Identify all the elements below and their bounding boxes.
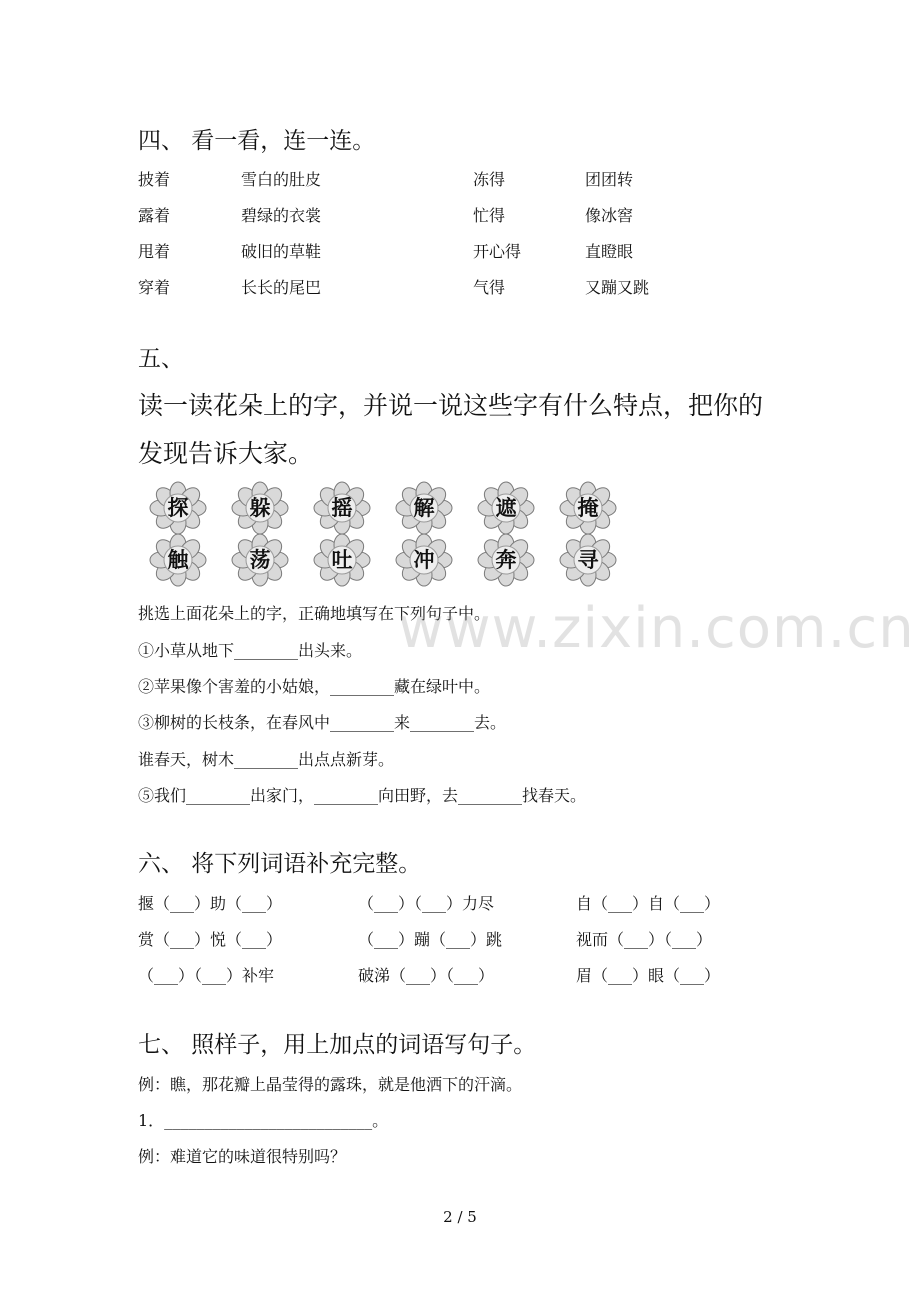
fill-sentence-2: ②苹果像个害羞的小姑娘，________藏在绿叶中。 <box>138 677 491 696</box>
match-right-phrase-3: 直瞪眼 <box>585 242 634 261</box>
fill-sentence-3: ③柳树的长枝条，在春风中________来________去。 <box>138 713 507 732</box>
flower-icon <box>228 530 292 590</box>
section-5-instruction-line-2: 发现告诉大家。 <box>138 439 314 468</box>
flower-char: 掩 <box>577 496 599 520</box>
section-5-title: 五、 <box>138 346 184 372</box>
flower-icon <box>146 478 210 538</box>
flower-icon <box>556 478 620 538</box>
match-left-1: 披着 <box>138 170 171 189</box>
fill-sentence-4: 谁春天，树木________出点点新芽。 <box>138 750 395 769</box>
match-left-phrase-4: 长长的尾巴 <box>241 278 322 297</box>
idiom-item: （___）（___）补牢 <box>138 966 275 985</box>
flower-icon <box>556 530 620 590</box>
match-left-2: 露着 <box>138 206 171 225</box>
idiom-item: 自（___）自（___） <box>576 894 721 913</box>
flower-char: 躲 <box>249 496 271 520</box>
flower-icon <box>392 530 456 590</box>
flower-characters <box>138 478 638 590</box>
flower-icon <box>474 478 538 538</box>
idiom-item: 破涕（___）（___） <box>358 966 495 985</box>
flower-char: 冲 <box>413 548 435 572</box>
fill-sentence-1: ①小草从地下________出头来。 <box>138 641 363 660</box>
match-left-phrase-3: 破旧的草鞋 <box>241 242 322 261</box>
flower-char: 奔 <box>495 548 517 572</box>
flower-icon <box>228 478 292 538</box>
page-number: 2 / 5 <box>443 1208 477 1226</box>
flower-char: 遮 <box>495 496 517 520</box>
section-6-title: 六、 将下列词语补充完整。 <box>138 851 422 877</box>
flower-char: 吐 <box>331 548 353 572</box>
idiom-item: （___）（___）力尽 <box>358 894 495 913</box>
match-right-4: 气得 <box>473 278 506 297</box>
section-4-title: 四、 看一看，连一连。 <box>138 128 376 154</box>
match-left-phrase-1: 雪白的肚皮 <box>241 170 322 189</box>
flower-char: 荡 <box>249 548 271 572</box>
match-left-4: 穿着 <box>138 278 171 297</box>
flower-icon <box>392 478 456 538</box>
flower-char: 摇 <box>331 496 353 520</box>
section-5-instruction-line-1: 读一读花朵上的字，并说一说这些字有什么特点，把你的 <box>138 391 764 420</box>
flower-icon <box>474 530 538 590</box>
section-5-task: 挑选上面花朵上的字，正确地填写在下列句子中。 <box>138 604 491 623</box>
match-right-phrase-4: 又蹦又跳 <box>585 278 650 297</box>
example-sentence-2: 例：难道它的味道很特别吗？ <box>138 1147 347 1166</box>
idiom-item: 眉（___）眼（___） <box>576 966 721 985</box>
flower-char: 探 <box>167 496 189 520</box>
match-right-3: 开心得 <box>473 242 522 261</box>
flower-icon <box>310 530 374 590</box>
flower-icon <box>310 478 374 538</box>
flower-icon <box>146 530 210 590</box>
idiom-item: （___）蹦（___）跳 <box>358 930 503 949</box>
match-right-1: 冻得 <box>473 170 506 189</box>
flower-char: 解 <box>413 496 435 520</box>
flower-char: 寻 <box>577 548 599 572</box>
idiom-item: 赏（___）悦（___） <box>138 930 283 949</box>
match-right-phrase-2: 像冰窖 <box>585 206 634 225</box>
idiom-item: 揠（___）助（___） <box>138 894 283 913</box>
match-left-3: 甩着 <box>138 242 171 261</box>
section-7-title: 七、 照样子，用上加点的词语写句子。 <box>138 1032 537 1058</box>
answer-line-1: 1．__________________________。 <box>138 1111 389 1130</box>
idiom-item: 视而（___）（___） <box>576 930 713 949</box>
match-left-phrase-2: 碧绿的衣裳 <box>241 206 322 225</box>
fill-sentence-5: ⑤我们________出家门，________向田野，去________找春天。 <box>138 786 587 805</box>
watermark: www.zixin.com.cn <box>398 596 915 661</box>
example-sentence-1: 例：瞧，那花瓣上晶莹得的露珠，就是他洒下的汗滴。 <box>138 1075 523 1094</box>
match-right-2: 忙得 <box>473 206 506 225</box>
match-right-phrase-1: 团团转 <box>585 170 634 189</box>
flower-char: 触 <box>167 548 189 572</box>
